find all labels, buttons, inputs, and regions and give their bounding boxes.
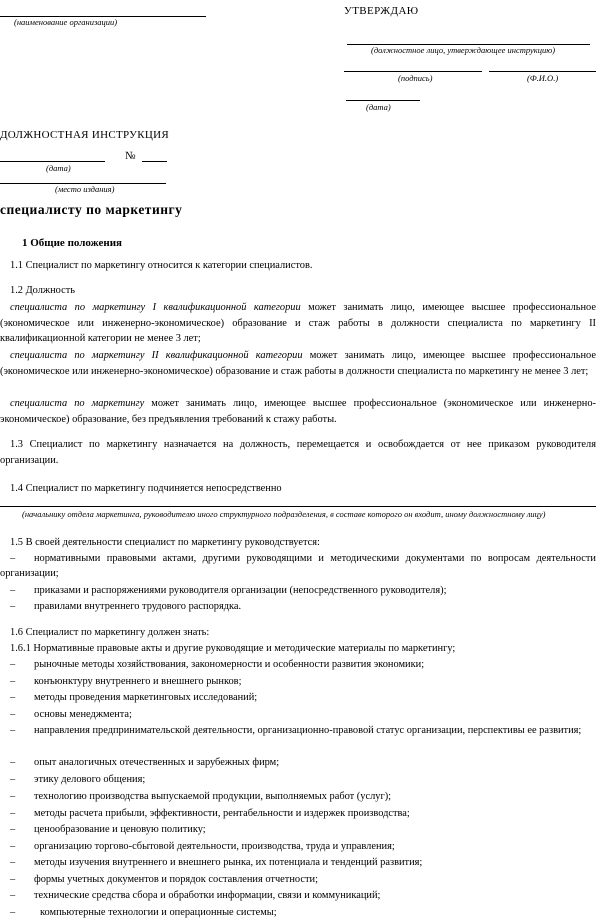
list-dash: – [10, 774, 16, 785]
list-item: этику делового общения; [34, 774, 146, 785]
list-item: компьютерные технологии и операционные системы; [40, 907, 277, 918]
place-caption: (место издания) [55, 184, 115, 194]
list-item: формы учетных документов и порядок составления отчетности; [34, 874, 318, 885]
list-item: правилами внутреннего трудового распорядка. [34, 601, 242, 612]
doc-date-line [0, 161, 105, 162]
list-dash: – [10, 907, 16, 918]
fio-caption: (Ф.И.О.) [527, 73, 559, 83]
paragraph-1-6: 1.6 Специалист по маркетингу должен знать: [10, 627, 210, 638]
no-category-text: может занимать лицо, имеющее высшее профессиональное (экономическое или инженерно-экономическое) образование, без предъявления требований к стажу работы. [0, 398, 596, 425]
no-category-term: специалиста по маркетингу [10, 398, 145, 409]
list-dash: – [10, 791, 16, 802]
list-dash: – [10, 824, 16, 835]
doc-number-line [142, 161, 167, 162]
list-dash: – [10, 808, 16, 819]
section-heading: 1 Общие положения [22, 237, 122, 249]
paragraph-1-5: 1.5 В своей деятельности специалист по маркетингу руководствуется: [10, 537, 320, 548]
paragraph-1-2-b [0, 348, 596, 379]
paragraph-1-2-c [0, 396, 596, 427]
list-item: конъюнктуру внутреннего и внешнего рынков; [34, 676, 242, 687]
list-dash: – [10, 553, 16, 564]
list-item: направления предпринимательской деятельности, организационно-правовой статус организации, перспективы ее развития; [34, 725, 582, 736]
list-dash: – [10, 585, 16, 596]
list-item: организацию торгово-сбытовой деятельности, производства, труда и управления; [34, 841, 395, 852]
list-item: приказами и распоряжениями руководителя организации (непосредственного руководителя); [34, 585, 447, 596]
list-dash: – [10, 709, 16, 720]
document-title: специалисту по маркетингу [0, 202, 183, 217]
list-dash: – [10, 890, 16, 901]
supervisor-caption: (начальнику отдела маркетинга, руководителю иного структурного подразделения, в составе которого он входит, иному должностному лицу) [22, 509, 546, 519]
signature-caption: (подпись) [398, 73, 433, 83]
list-item: методы изучения внутреннего и внешнего рынка, их потенциала и тенденций развития; [34, 857, 423, 868]
qualification-1-text: может занимать лицо, имеющее высшее профессиональное (экономическое или инженерно-экономическое) образование и стаж работы в должности специалиста по маркетингу II квалификационной категории не менее 3 лет; [0, 302, 596, 344]
approve-date-caption: (дата) [366, 102, 391, 112]
list-item: рыночные методы хозяйствования, закономерности и особенности развития экономики; [34, 659, 425, 670]
list-item: основы менеджмента; [34, 709, 132, 720]
approve-label: УТВЕРЖДАЮ [344, 5, 419, 17]
paragraph-1-2-heading: 1.2 Должность [10, 285, 76, 296]
list-dash: – [10, 757, 16, 768]
qualification-2-text: может занимать лицо, имеющее высшее профессиональное (экономическое или инженерно-экономическое) образование и стаж работы в должности специалиста по маркетингу не менее 3 лет; [0, 350, 596, 377]
list-item: методы расчета прибыли, эффективности, рентабельности и издержек производства; [34, 808, 410, 819]
list-dash: – [10, 874, 16, 885]
list-dash: – [10, 659, 16, 670]
list-dash: – [10, 676, 16, 687]
qualification-1-term: специалиста по маркетингу I квалификационной категории [10, 302, 301, 313]
list-dash: – [10, 601, 16, 612]
org-name-caption: (наименование организации) [14, 17, 118, 27]
paragraph-1-3: 1.3 Специалист по маркетингу назначается на должность, перемещается и освобождается от нее приказом руководителя организации. [0, 439, 596, 466]
signature-line [344, 71, 482, 72]
list-item: опыт аналогичных отечественных и зарубежных фирм; [34, 757, 280, 768]
doc-number-sign: № [125, 150, 136, 162]
qualification-2-term: специалиста по маркетингу II квалификационной категории [10, 350, 303, 361]
list-item: технологию производства выпускаемой продукции, выполняемых работ (услуг); [34, 791, 392, 802]
list-item: технические средства сбора и обработки информации, связи и коммуникаций; [34, 890, 381, 901]
paragraph-1-2-a [0, 300, 596, 347]
document-type: ДОЛЖНОСТНАЯ ИНСТРУКЦИЯ [0, 129, 170, 141]
supervisor-line [0, 506, 596, 507]
doc-date-caption: (дата) [46, 163, 71, 173]
fio-line [489, 71, 596, 72]
position-caption: (должностное лицо, утверждающее инструкцию) [371, 45, 556, 55]
list-item: нормативными правовыми актами, другими руководящими и методическими документами по вопросам деятельности организации; [0, 553, 596, 579]
list-item: ценообразование и ценовую политику; [34, 824, 206, 835]
paragraph-1-4: 1.4 Специалист по маркетингу подчиняется непосредственно [10, 483, 282, 494]
list-dash: – [10, 725, 16, 736]
approve-date-line [346, 100, 420, 101]
paragraph-1-6-1: 1.6.1 Нормативные правовые акты и другие руководящие и методические материалы по маркетингу; [10, 643, 456, 654]
list-dash: – [10, 692, 16, 703]
list-dash: – [10, 841, 16, 852]
list-dash: – [10, 857, 16, 868]
paragraph-1-1: 1.1 Специалист по маркетингу относится к категории специалистов. [10, 260, 313, 271]
list-item: методы проведения маркетинговых исследований; [34, 692, 258, 703]
